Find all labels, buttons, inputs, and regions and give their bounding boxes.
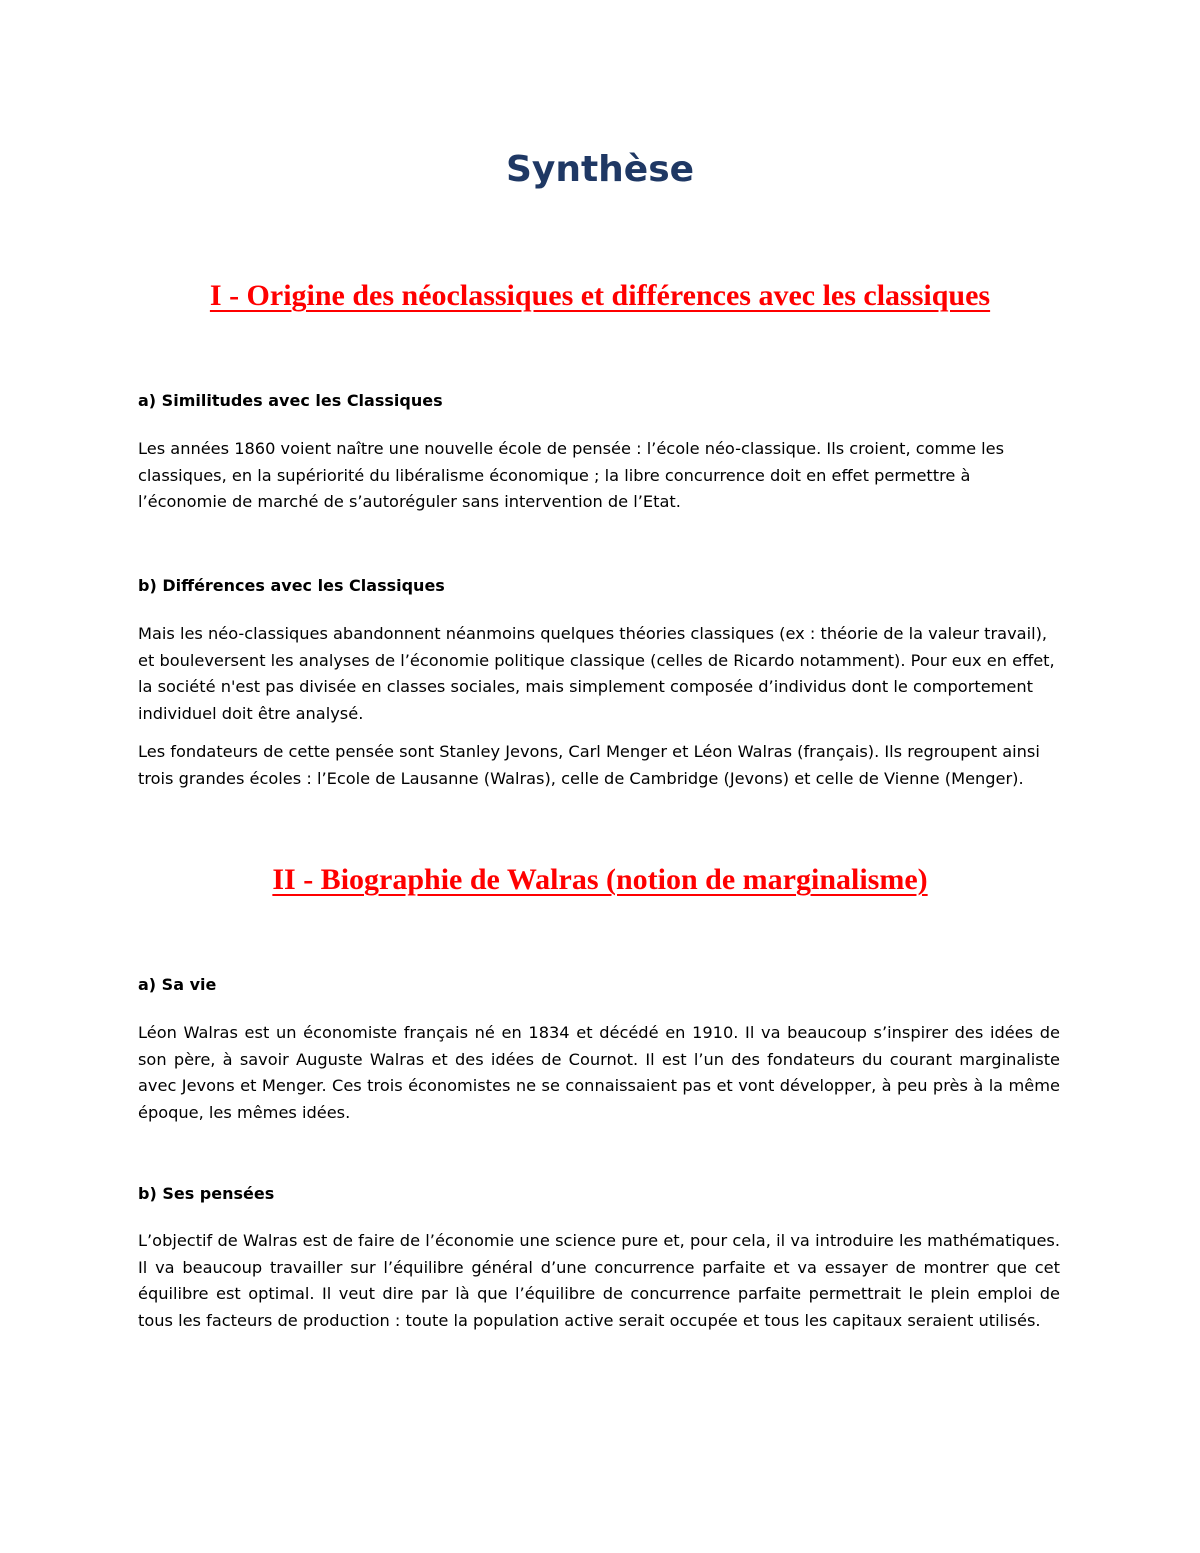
section-2-heading: II - Biographie de Walras (notion de marginalisme) (272, 863, 928, 896)
section-1a-paragraph: Les années 1860 voient naître une nouvelle école de pensée : l’école néo-classique. Ils croient, comme les classiques, en la supériorité du libéralisme économique ; la libre concurrence doit en effet permettre à l’économie de marché de s’autoréguler sans intervention de l’Etat. (138, 439, 1005, 511)
section-2a-heading: a) Sa vie (138, 975, 217, 994)
section-2b-heading: b) Ses pensées (138, 1184, 275, 1203)
section-1b-paragraph-1: Mais les néo-classiques abandonnent néanmoins quelques théories classiques (ex : théorie de la valeur travail), et bouleversent les analyses de l’économie politique classique (celles de Ricardo notamment). Pour eux en effet, la société n'est pas divisée en classes sociales, mais simplement composée d’individus dont le comportement individuel doit être analysé. (138, 624, 1055, 723)
section-1b-paragraph-2: Les fondateurs de cette pensée sont Stanley Jevons, Carl Menger et Léon Walras (français). Ils regroupent ainsi trois grandes écoles : l’Ecole de Lausanne (Walras), celle de Cambridge (Jevons) et celle de Vienne (Menger). (138, 742, 1040, 788)
section-1b-heading: b) Différences avec les Classiques (138, 576, 445, 595)
section-2a-paragraph: Léon Walras est un économiste français né en 1834 et décédé en 1910. Il va beaucoup s’inspirer des idées de son père, à savoir Auguste Walras et des idées de Cournot. Il est l’un des fondateurs du courant marginaliste avec Jevons et Menger. Ces trois économistes ne se connaissaient pas et vont développer, à peu près à la même époque, les mêmes idées. (138, 1023, 1060, 1122)
section-2b-paragraph: L’objectif de Walras est de faire de l’économie une science pure et, pour cela, il va introduire les mathématiques. Il va beaucoup travailler sur l’équilibre général d’une concurrence parfaite et va essayer de montrer que cet équilibre est optimal. Il veut dire par là que l’équilibre de concurrence parfaite permettrait le plein emploi de tous les facteurs de production : toute la population active serait occupée et tous les capitaux seraient utilisés. (138, 1231, 1060, 1330)
section-1a-heading: a) Similitudes avec les Classiques (138, 391, 443, 410)
document-title: Synthèse (505, 149, 695, 190)
section-1-heading: I - Origine des néoclassiques et différences avec les classiques (209, 279, 991, 312)
